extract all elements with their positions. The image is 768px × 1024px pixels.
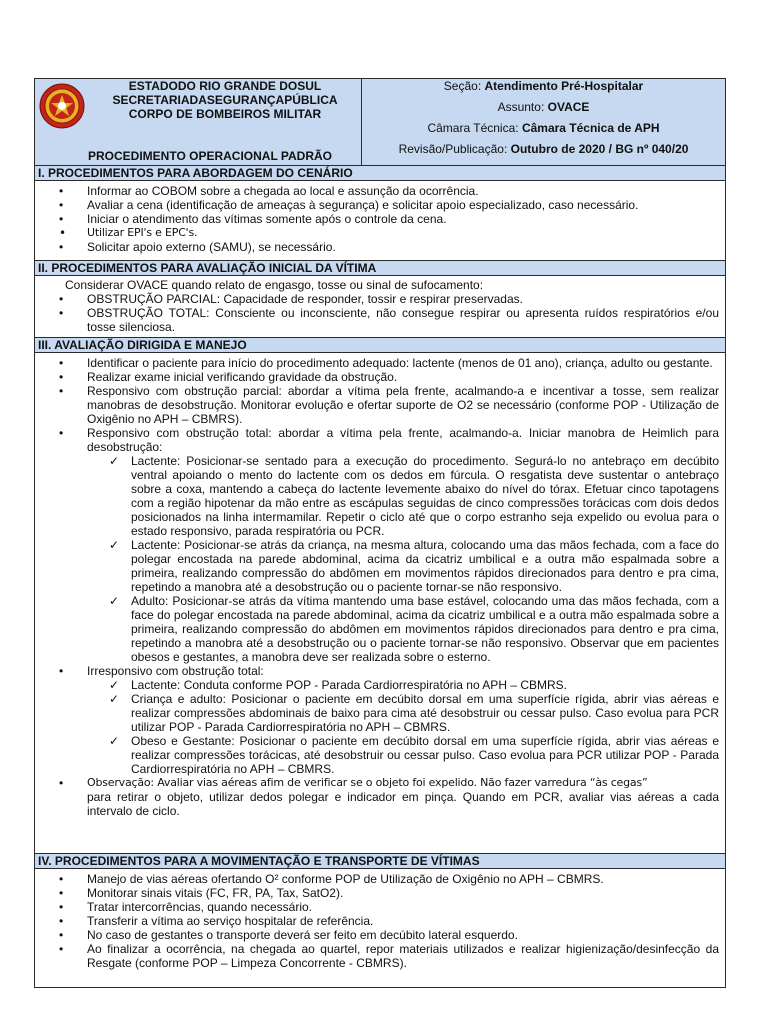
org-line-fire-brigade: CORPO DE BOMBEIROS MILITAR — [128, 107, 322, 121]
sub-list-item: ✓ Obeso e Gestante: Posicionar o paciente em decúbito dorsal em uma superfície rígida, abrir vias aéreas e realizar compressões torácicas, até desobstruir ou cessar pulso. Caso evolua para PCR utilizar POP - Parada Cardiorrespiratória no APH – CBMRS. — [35, 734, 725, 776]
org-line-secretariat: SECRETARIADASEGURANÇAPÚBLICA — [112, 93, 338, 107]
section-2-title: II. PROCEDIMENTOS PARA AVALIAÇÃO INICIAL DA VÍTIMA — [35, 260, 725, 276]
list-item — [35, 776, 725, 818]
document-type-title: PROCEDIMENTO OPERACIONAL PADRÃO — [87, 149, 333, 163]
sub-list-item: ✓ Lactente: Conduta conforme POP - Parada Cardiorrespiratória no APH – CBMRS. — [35, 678, 725, 692]
list-item: • Solicitar apoio externo (SAMU), se necessário. — [35, 240, 725, 254]
section-1-title: I. PROCEDIMENTOS PARA ABORDAGEM DO CENÁRIO — [35, 165, 725, 181]
document-page — [34, 78, 726, 988]
list-item: • Responsivo com obstrução total: abordar a vítima pela frente, acalmando-a. Iniciar manobra de Heimlich para desobstrução: ✓ Lactente: Posicionar-se sentado para a execução do procedimento. Segurá-lo no antebraço em decúbito ventral apoiando o mento do lactente com os dedos em fúrcula. O resgatista deve sustentar o antebraço sobre a coxa, mantendo a cabeça do lactente levemente abaixo do nível do tórax. Efetuar cinco tapotagens com a região hipotenar da mão entre as escápulas seguidas de cinco compressões torácicas com dois dedos posicionados na linha intermamilar. Repetir o ciclo até que o corpo estranho seja expelido ou evolua para o estado responsivo, parada respiratória ou PCR. ✓ Lactente: Posicionar-se atrás da criança, na mesma altura, colocando uma das mãos fechada, com a face do polegar encostada na parede abdominal, acima da cicatriz umbilical e a outra mão espalmada sobre a primeira, realizando compressão do abdômen em movimentos rápidos direcionados para dentro e pra cima, repetindo a manobra até a desobstrução ou o paciente tornar-se não responsivo. ✓ Adulto: Posicionar-se atrás da vítima mantendo uma base estável, colocando uma das mãos fechada, com a face do polegar encostada na parede abdominal, acima da cicatriz umbilical e a outra mão espalmada sobre a primeira, realizando compressão do abdômen em movimentos rápidos direcionados para dentro e pra cima, repetindo a manobra até a desobstrução ou o paciente tornar-se não responsivo. Observar que em pacientes obesos e gestantes, a manobra deve ser realizada sobre o esterno. — [35, 426, 725, 664]
list-item: • Ao finalizar a ocorrência, na chegada ao quartel, repor materiais utilizados e realizar higienização/desinfecção da Resgate (conforme POP – Limpeza Concorrente - CBMRS). — [35, 942, 725, 970]
fire-brigade-emblem-icon — [39, 83, 85, 129]
header-organization-cell — [35, 79, 362, 165]
section-4-content — [35, 872, 725, 970]
section-3-title: III. AVALIAÇÃO DIRIGIDA E MANEJO — [35, 337, 725, 353]
list-item: • Tratar intercorrências, quando necessário. — [35, 900, 725, 914]
list-item: • Transferir a vítima ao serviço hospitalar de referência. — [35, 914, 725, 928]
org-line-state: ESTADODO RIO GRANDE DOSUL — [128, 79, 322, 93]
section-1-content — [35, 184, 725, 254]
header-metadata-cell — [362, 79, 725, 165]
observation-line-1: • Observação: Avaliar vias aéreas afim de verificar se o objeto foi expelido. Não fazer varredura “às cegas” — [87, 776, 648, 789]
sub-list-item: ✓ Lactente: Posicionar-se sentado para a execução do procedimento. Segurá-lo no antebraço em decúbito ventral apoiando o mento do lactente com os dedos em fúrcula. O resgatista deve sustentar o antebraço sobre a coxa, mantendo a cabeça do lactente levemente abaixo do nível do tórax. Efetuar cinco tapotagens com a região hipotenar da mão entre as escápulas seguidas de cinco compressões torácicas com dois dedos posicionados na linha intermamilar. Repetir o ciclo até que o corpo estranho seja expelido ou evolua para o estado responsivo, parada respiratória ou PCR. — [35, 454, 725, 538]
sub-list-item: ✓ Adulto: Posicionar-se atrás da vítima mantendo uma base estável, colocando uma das mãos fechada, com a face do polegar encostada na parede abdominal, acima da cicatriz umbilical e a outra mão espalmada sobre a primeira, realizando compressão do abdômen em movimentos rápidos direcionados para dentro e pra cima, repetindo a manobra até a desobstrução ou o paciente tornar-se não responsivo. Observar que em pacientes obesos e gestantes, a manobra deve ser realizada sobre o esterno. — [35, 594, 725, 664]
list-item: • Iniciar o atendimento das vítimas somente após o controle da cena. — [35, 212, 725, 226]
list-item: • OBSTRUÇÃO TOTAL: Consciente ou inconsciente, não consegue respirar ou apresenta ruídos respiratórios e/ou tosse silenciosa. — [35, 306, 725, 334]
list-item: • Manejo de vias aéreas ofertando O² conforme POP de Utilização de Oxigênio no APH – CBMRS. — [35, 872, 725, 886]
meta-secao: Seção: Atendimento Pré-Hospitalar — [443, 79, 644, 93]
list-item: • Informar ao COBOM sobre a chegada ao local e assunção da ocorrência. — [35, 184, 725, 198]
list-item: • Realizar exame inicial verificando gravidade da obstrução. — [35, 370, 725, 384]
list-item: • Identificar o paciente para início do procedimento adequado: lactente (menos de 01 ano), criança, adulto ou gestante. — [35, 356, 725, 370]
list-item: • Avaliar a cena (identificação de ameaças à segurança) e solicitar apoio especializado, caso necessário. — [35, 198, 725, 212]
list-item: • Responsivo com obstrução parcial: abordar a vítima pela frente, acalmando-a e incentivar a tosse, sem realizar manobras de desobstrução. Monitorar evolução e ofertar suporte de O2 se necessário (conforme POP - Utilização de Oxigênio no APH – CBMRS). — [35, 384, 725, 426]
section-3-content — [35, 356, 725, 818]
section-2-content — [35, 278, 725, 334]
list-item: • No caso de gestantes o transporte deverá ser feito em decúbito lateral esquerdo. — [35, 928, 725, 942]
section-2-intro: Considerar OVACE quando relato de engasgo, tosse ou sinal de sufocamento: — [65, 278, 484, 292]
list-item: • Monitorar sinais vitais (FC, FR, PA, Tax, SatO2). — [35, 886, 725, 900]
observation-line-2: para retirar o objeto, utilizar dedos polegar e indicador em pinça. Quando em PCR, avaliar vias aéreas a cada intervalo de ciclo. — [87, 790, 719, 818]
section-4-title: IV. PROCEDIMENTOS PARA A MOVIMENTAÇÃO E TRANSPORTE DE VÍTIMAS — [35, 853, 725, 869]
list-item: • Irresponsivo com obstrução total: ✓ Lactente: Conduta conforme POP - Parada Cardiorrespiratória no APH – CBMRS. ✓ Criança e adulto: Posicionar o paciente em decúbito dorsal em uma superfície rígida, abrir vias aéreas e realizar compressões abdominais de baixo para cima até desobstruir ou cessar pulso. Caso evolua para PCR utilizar POP - Parada Cardiorrespiratória no APH – CBMRS. ✓ Obeso e Gestante: Posicionar o paciente em decúbito dorsal em uma superfície rígida, abrir vias aéreas e realizar compressões torácicas, até desobstruir ou cessar pulso. Caso evolua para PCR utilizar POP - Parada Cardiorrespiratória no APH – CBMRS. — [35, 664, 725, 776]
document-header — [35, 79, 725, 165]
sub-list-item: ✓ Criança e adulto: Posicionar o paciente em decúbito dorsal em uma superfície rígida, abrir vias aéreas e realizar compressões abdominais de baixo para cima até desobstruir ou cessar pulso. Caso evolua para PCR utilizar POP - Parada Cardiorrespiratória no APH – CBMRS. — [35, 692, 725, 734]
sub-list-item: ✓ Lactente: Posicionar-se atrás da criança, na mesma altura, colocando uma das mãos fechada, com a face do polegar encostada na parede abdominal, acima da cicatriz umbilical e a outra mão espalmada sobre a primeira, realizando compressão do abdômen em movimentos rápidos direcionados para dentro e pra cima, repetindo a manobra até a desobstrução ou o paciente tornar-se não responsivo. — [35, 538, 725, 594]
meta-assunto: Assunto: OVACE — [497, 100, 590, 114]
meta-revisao: Revisão/Publicação: Outubro de 2020 / BG nº 040/20 — [398, 142, 689, 156]
list-item: • Utilizar EPI's e EPC's. — [35, 226, 725, 240]
organization-name — [91, 79, 359, 121]
meta-camara-tecnica: Câmara Técnica: Câmara Técnica de APH — [427, 121, 660, 135]
list-item: • OBSTRUÇÃO PARCIAL: Capacidade de responder, tossir e respirar preservadas. — [35, 292, 725, 306]
